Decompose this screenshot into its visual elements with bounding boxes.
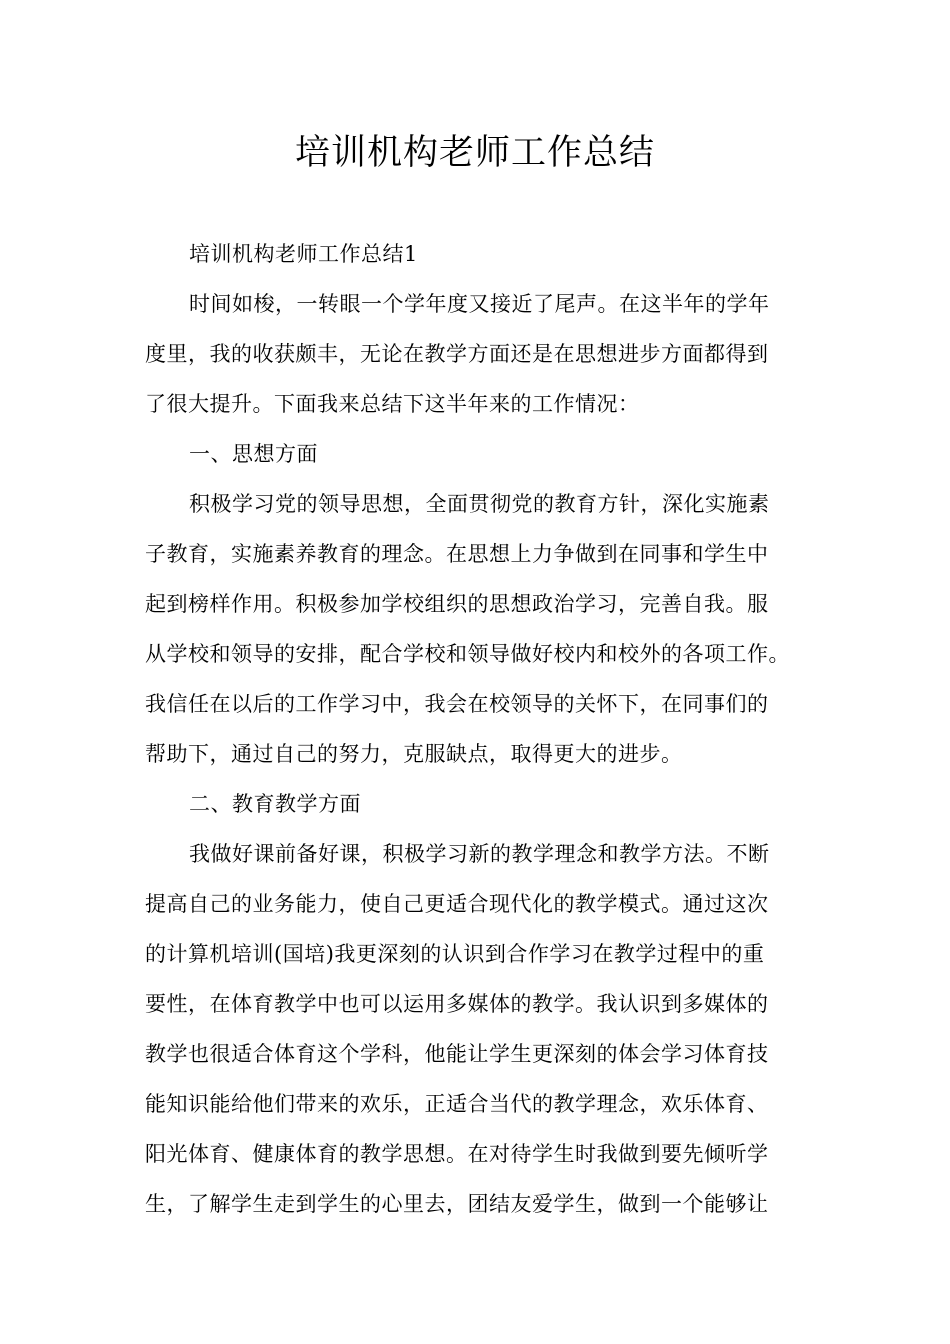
section-heading bbox=[145, 229, 805, 279]
text-line: 从学校和领导的安排，配合学校和领导做好校内和校外的各项工作。 bbox=[145, 642, 790, 666]
text-line: 教学也很适合体育这个学科，他能让学生更深刻的体会学习体育技 bbox=[145, 1042, 769, 1066]
text-line: 一、思想方面 bbox=[189, 442, 318, 466]
text-line: 时间如梭，一转眼一个学年度又接近了尾声。在这半年的学年 bbox=[189, 292, 770, 316]
body-paragraph bbox=[145, 829, 805, 1229]
text-line: 提高自己的业务能力，使自己更适合现代化的教学模式。通过这次 bbox=[145, 892, 769, 916]
text-line: 度里，我的收获颇丰，无论在教学方面还是在思想进步方面都得到 bbox=[145, 342, 769, 366]
text-line: 我做好课前备好课，积极学习新的教学理念和教学方法。不断 bbox=[189, 842, 770, 866]
text-line: 培训机构老师工作总结1 bbox=[189, 242, 418, 266]
text-line: 子教育，实施素养教育的理念。在思想上力争做到在同事和学生中 bbox=[145, 542, 769, 566]
document-title: 培训机构老师工作总结 bbox=[294, 133, 655, 173]
text-line: 积极学习党的领导思想，全面贯彻党的教育方针，深化实施素 bbox=[189, 492, 770, 516]
section-heading bbox=[145, 779, 805, 829]
text-line: 能知识能给他们带来的欢乐，正适合当代的教学理念，欢乐体育、 bbox=[145, 1092, 769, 1116]
body-paragraph bbox=[145, 279, 805, 429]
text-line: 了很大提升。下面我来总结下这半年来的工作情况： bbox=[145, 392, 640, 416]
text-line: 阳光体育、健康体育的教学思想。在对待学生时我做到要先倾听学 bbox=[145, 1142, 769, 1166]
document-body bbox=[145, 229, 805, 1229]
text-line: 帮助下，通过自己的努力，克服缺点，取得更大的进步。 bbox=[145, 742, 683, 766]
text-line: 的计算机培训(国培)我更深刻的认识到合作学习在教学过程中的重 bbox=[145, 942, 765, 966]
text-line: 我信任在以后的工作学习中，我会在校领导的关怀下，在同事们的 bbox=[145, 692, 769, 716]
section-heading bbox=[145, 429, 805, 479]
body-paragraph bbox=[145, 479, 805, 779]
text-line: 生，了解学生走到学生的心里去，团结友爱学生，做到一个能够让 bbox=[145, 1192, 769, 1216]
text-line: 起到榜样作用。积极参加学校组织的思想政治学习，完善自我。服 bbox=[145, 592, 769, 616]
text-line: 二、教育教学方面 bbox=[189, 792, 361, 816]
text-line: 要性，在体育教学中也可以运用多媒体的教学。我认识到多媒体的 bbox=[145, 992, 769, 1016]
